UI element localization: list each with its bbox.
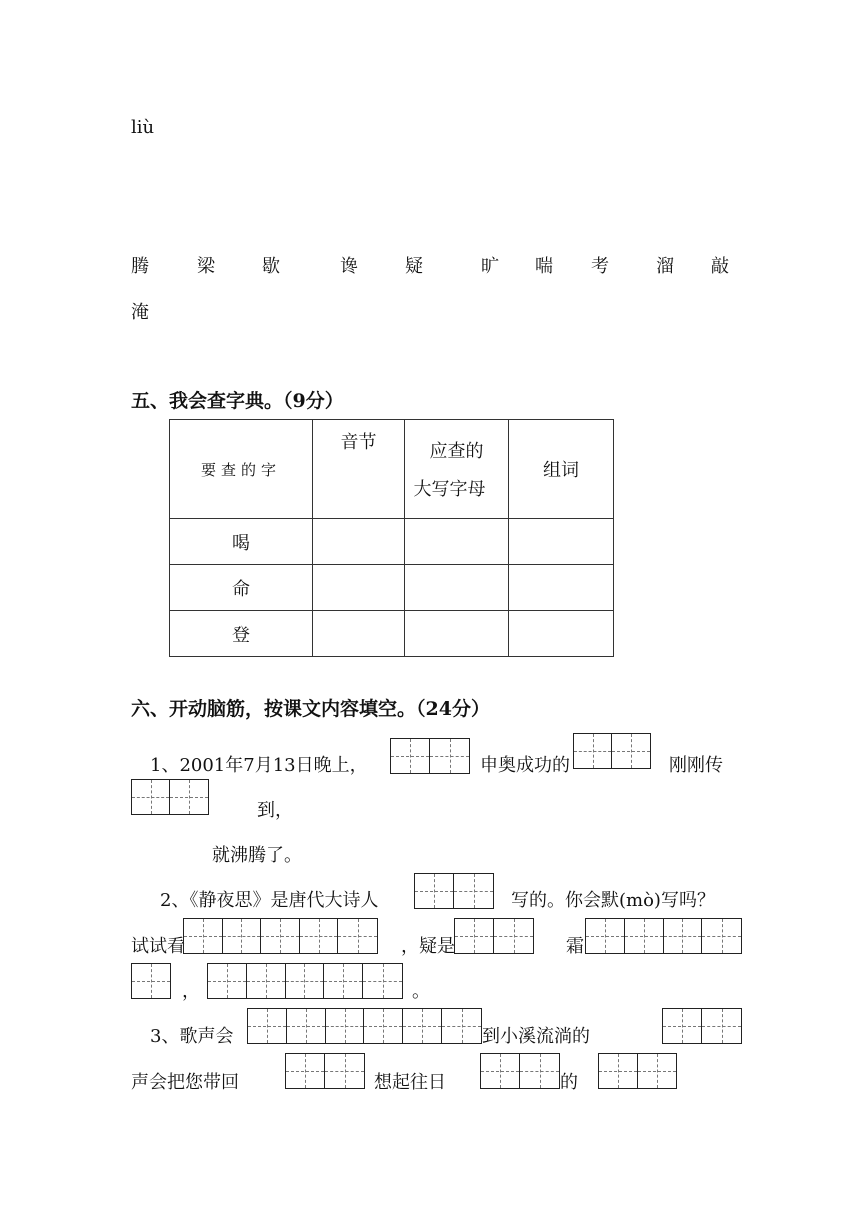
answer-grid[interactable] (454, 918, 534, 954)
question-text: 霜 (566, 936, 584, 957)
question-text: 3、歌声会 (150, 1026, 234, 1047)
character: 疑 (405, 256, 423, 277)
answer-grid[interactable] (480, 1053, 560, 1089)
answer-cell[interactable] (405, 611, 509, 657)
question-text: 试试看 (131, 936, 185, 957)
answer-cell[interactable] (405, 519, 509, 565)
character: 谗 (340, 256, 358, 277)
table-header: 音节 (313, 420, 405, 519)
answer-grid[interactable] (390, 738, 470, 774)
answer-grid[interactable] (131, 963, 171, 999)
character: 腾 (131, 256, 149, 277)
question-text: 的 (560, 1072, 578, 1093)
table-header: 要查的字 (170, 420, 313, 519)
question-text: 2、《静夜思》是唐代大诗人 (160, 890, 379, 911)
character: 喘 (535, 256, 553, 277)
table-header: 组词 (509, 420, 614, 519)
section-title: 五、我会查字典。（9分） (131, 390, 344, 412)
question-text: 1、2001年7月13日晚上， (150, 755, 368, 776)
character: 歇 (262, 256, 280, 277)
answer-grid[interactable] (414, 873, 494, 909)
answer-grid[interactable] (598, 1053, 677, 1089)
character: 考 (591, 256, 609, 277)
answer-grid[interactable] (573, 733, 651, 769)
answer-grid[interactable] (247, 1008, 482, 1044)
question-text: ，疑是 (401, 936, 455, 957)
answer-grid[interactable] (585, 918, 742, 954)
answer-grid[interactable] (183, 918, 378, 954)
pinyin-text: liù (131, 117, 155, 138)
question-text: 声会把您带回 (131, 1072, 239, 1093)
character: 旷 (481, 256, 499, 277)
table-cell: 命 (170, 565, 313, 611)
answer-cell[interactable] (509, 565, 614, 611)
question-text: ， (182, 981, 200, 1002)
answer-cell[interactable] (405, 565, 509, 611)
answer-cell[interactable] (313, 565, 405, 611)
answer-grid[interactable] (207, 963, 403, 999)
question-text: 到， (257, 800, 293, 821)
answer-grid[interactable] (662, 1008, 742, 1044)
answer-cell[interactable] (313, 519, 405, 565)
dictionary-table (169, 419, 614, 657)
question-text: 想起往日 (374, 1072, 446, 1093)
answer-cell[interactable] (509, 611, 614, 657)
table-cell: 登 (170, 611, 313, 657)
answer-grid[interactable] (131, 779, 209, 815)
question-text: 写的。你会默(mò)写吗？ (511, 890, 715, 911)
character: 梁 (197, 256, 215, 277)
table-cell: 喝 (170, 519, 313, 565)
answer-cell[interactable] (509, 519, 614, 565)
answer-grid[interactable] (285, 1053, 365, 1089)
question-text: 就沸腾了。 (212, 845, 302, 866)
table-header: 应查的 大写字母 (405, 420, 509, 519)
character: 敲 (711, 256, 729, 277)
question-text: 到小溪流淌的 (482, 1026, 590, 1047)
answer-cell[interactable] (313, 611, 405, 657)
question-text: 刚刚传 (669, 755, 723, 776)
question-text: 申奥成功的 (480, 755, 570, 776)
character: 溜 (656, 256, 674, 277)
section-title: 六、开动脑筋，按课文内容填空。（24分） (131, 698, 490, 720)
character: 淹 (131, 302, 149, 323)
question-text: 。 (412, 981, 430, 1002)
